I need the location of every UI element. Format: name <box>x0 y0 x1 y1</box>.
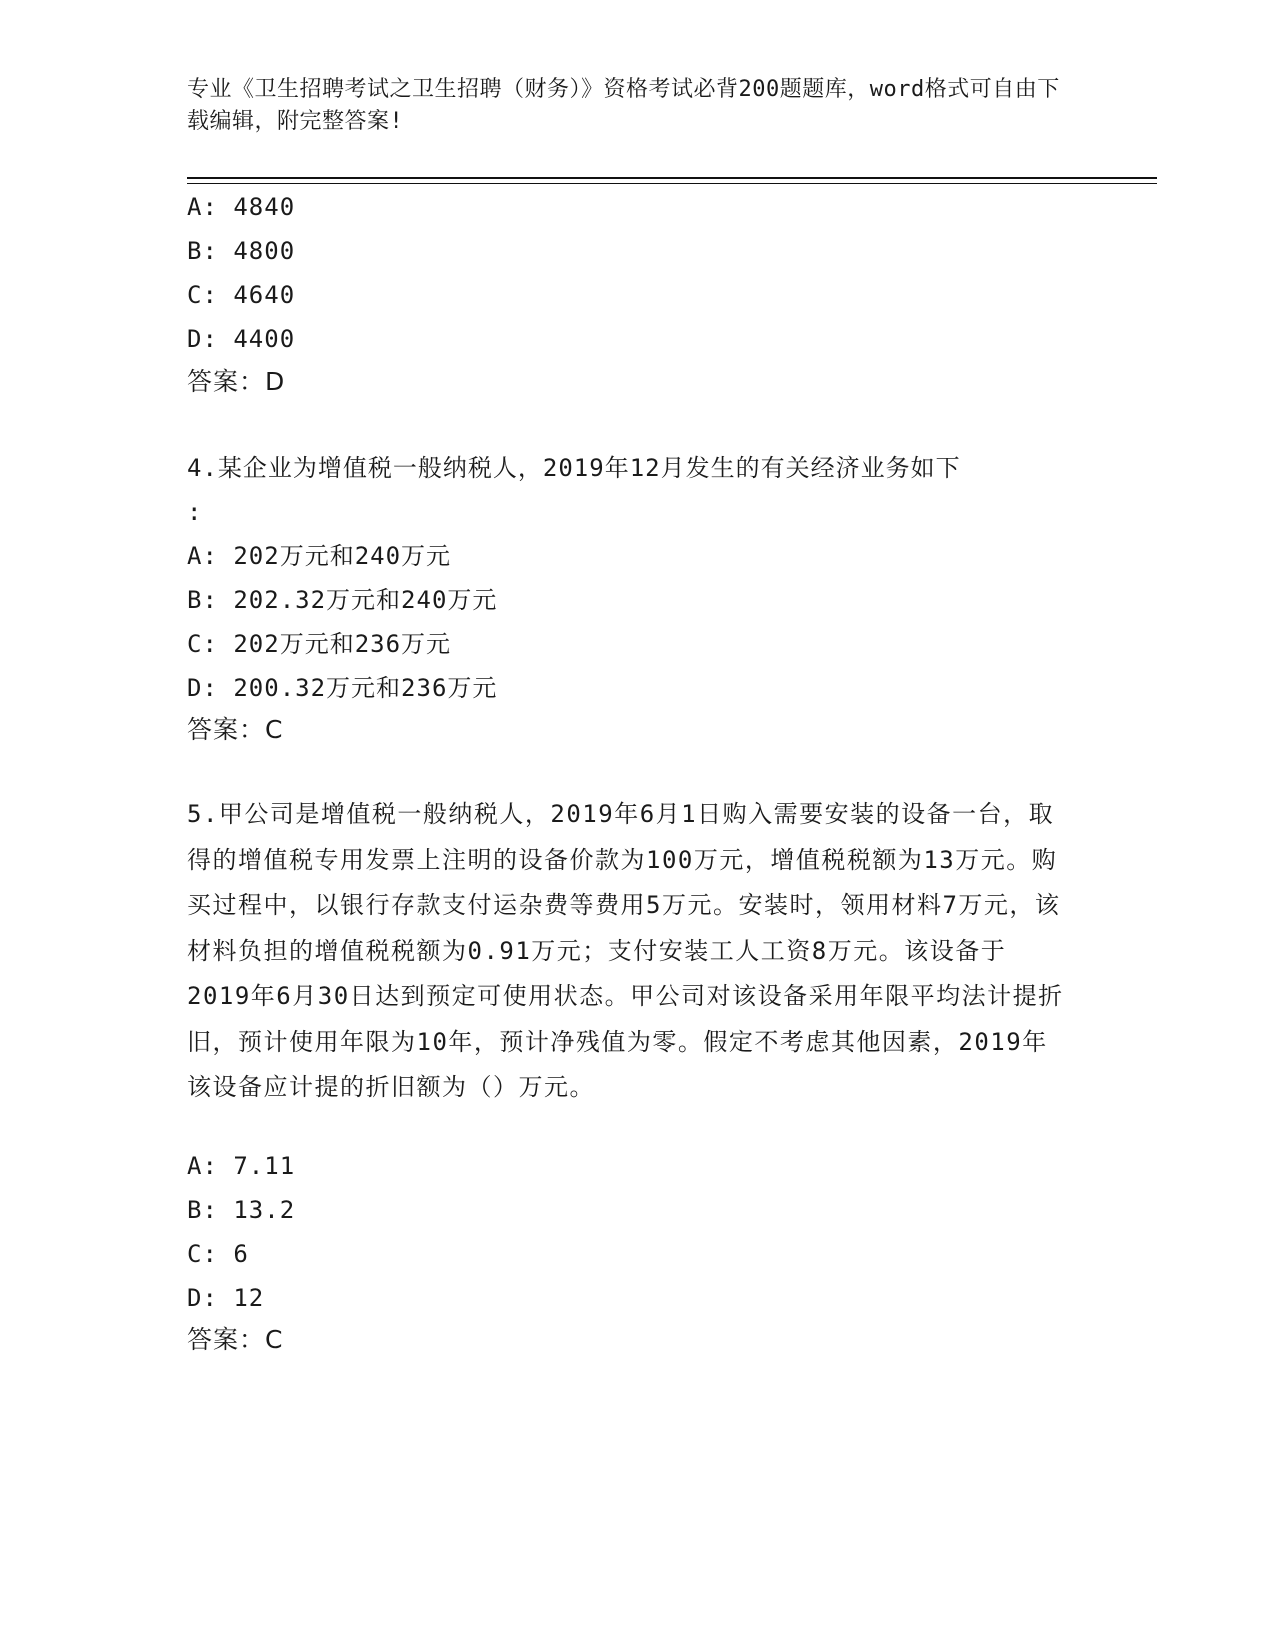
q4-option-d: D: 200.32万元和236万元 <box>187 674 498 702</box>
q5-option-b: B: 13.2 <box>187 1196 296 1224</box>
q4-option-a: A: 202万元和240万元 <box>187 542 452 570</box>
q4-answer: 答案：C <box>187 715 284 744</box>
q5-answer: 答案：C <box>187 1325 284 1354</box>
q4-text-line1: 4.某企业为增值税一般纳税人，2019年12月发生的有关经济业务如下 <box>187 454 961 482</box>
q3-answer: 答案：D <box>187 367 286 396</box>
page-header-title: 专业《卫生招聘考试之卫生招聘（财务）》资格考试必背200题题库，word格式可自由下载编辑，附完整答案! <box>187 77 1060 134</box>
q3-option-a: A: 4840 <box>187 193 296 221</box>
q3-option-c: C: 4640 <box>187 281 296 309</box>
q3-option-b: B: 4800 <box>187 237 296 265</box>
q4-option-c: C: 202万元和236万元 <box>187 630 452 658</box>
header-rule-thin <box>187 183 1157 184</box>
q5-option-d: D: 12 <box>187 1284 265 1312</box>
header-rule-thick <box>187 177 1157 179</box>
q4-text-line2: : <box>187 498 203 526</box>
q3-option-d: D: 4400 <box>187 325 296 353</box>
q5-text: 5.甲公司是增值税一般纳税人，2019年6月1日购入需要安装的设备一台，取得的增值税专用发票上注明的设备价款为100万元，增值税税额为13万元。购买过程中，以银行存款支付运杂费等费用5万元。安装时，领用材料7万元，该材料负担的增值税税额为0.91万元；支付安装工人工资8万元。该设备于2019年6月30日达到预定可使用状态。甲公司对该设备采用年限平均法计提折旧，预计使用年限为10年，预计净残值为零。假定不考虑其他因素，2019年该设备应计提的折旧额为（）万元。 <box>187 800 1064 1101</box>
q4-option-b: B: 202.32万元和240万元 <box>187 586 498 614</box>
q5-option-a: A: 7.11 <box>187 1152 296 1180</box>
q5-option-c: C: 6 <box>187 1240 249 1268</box>
